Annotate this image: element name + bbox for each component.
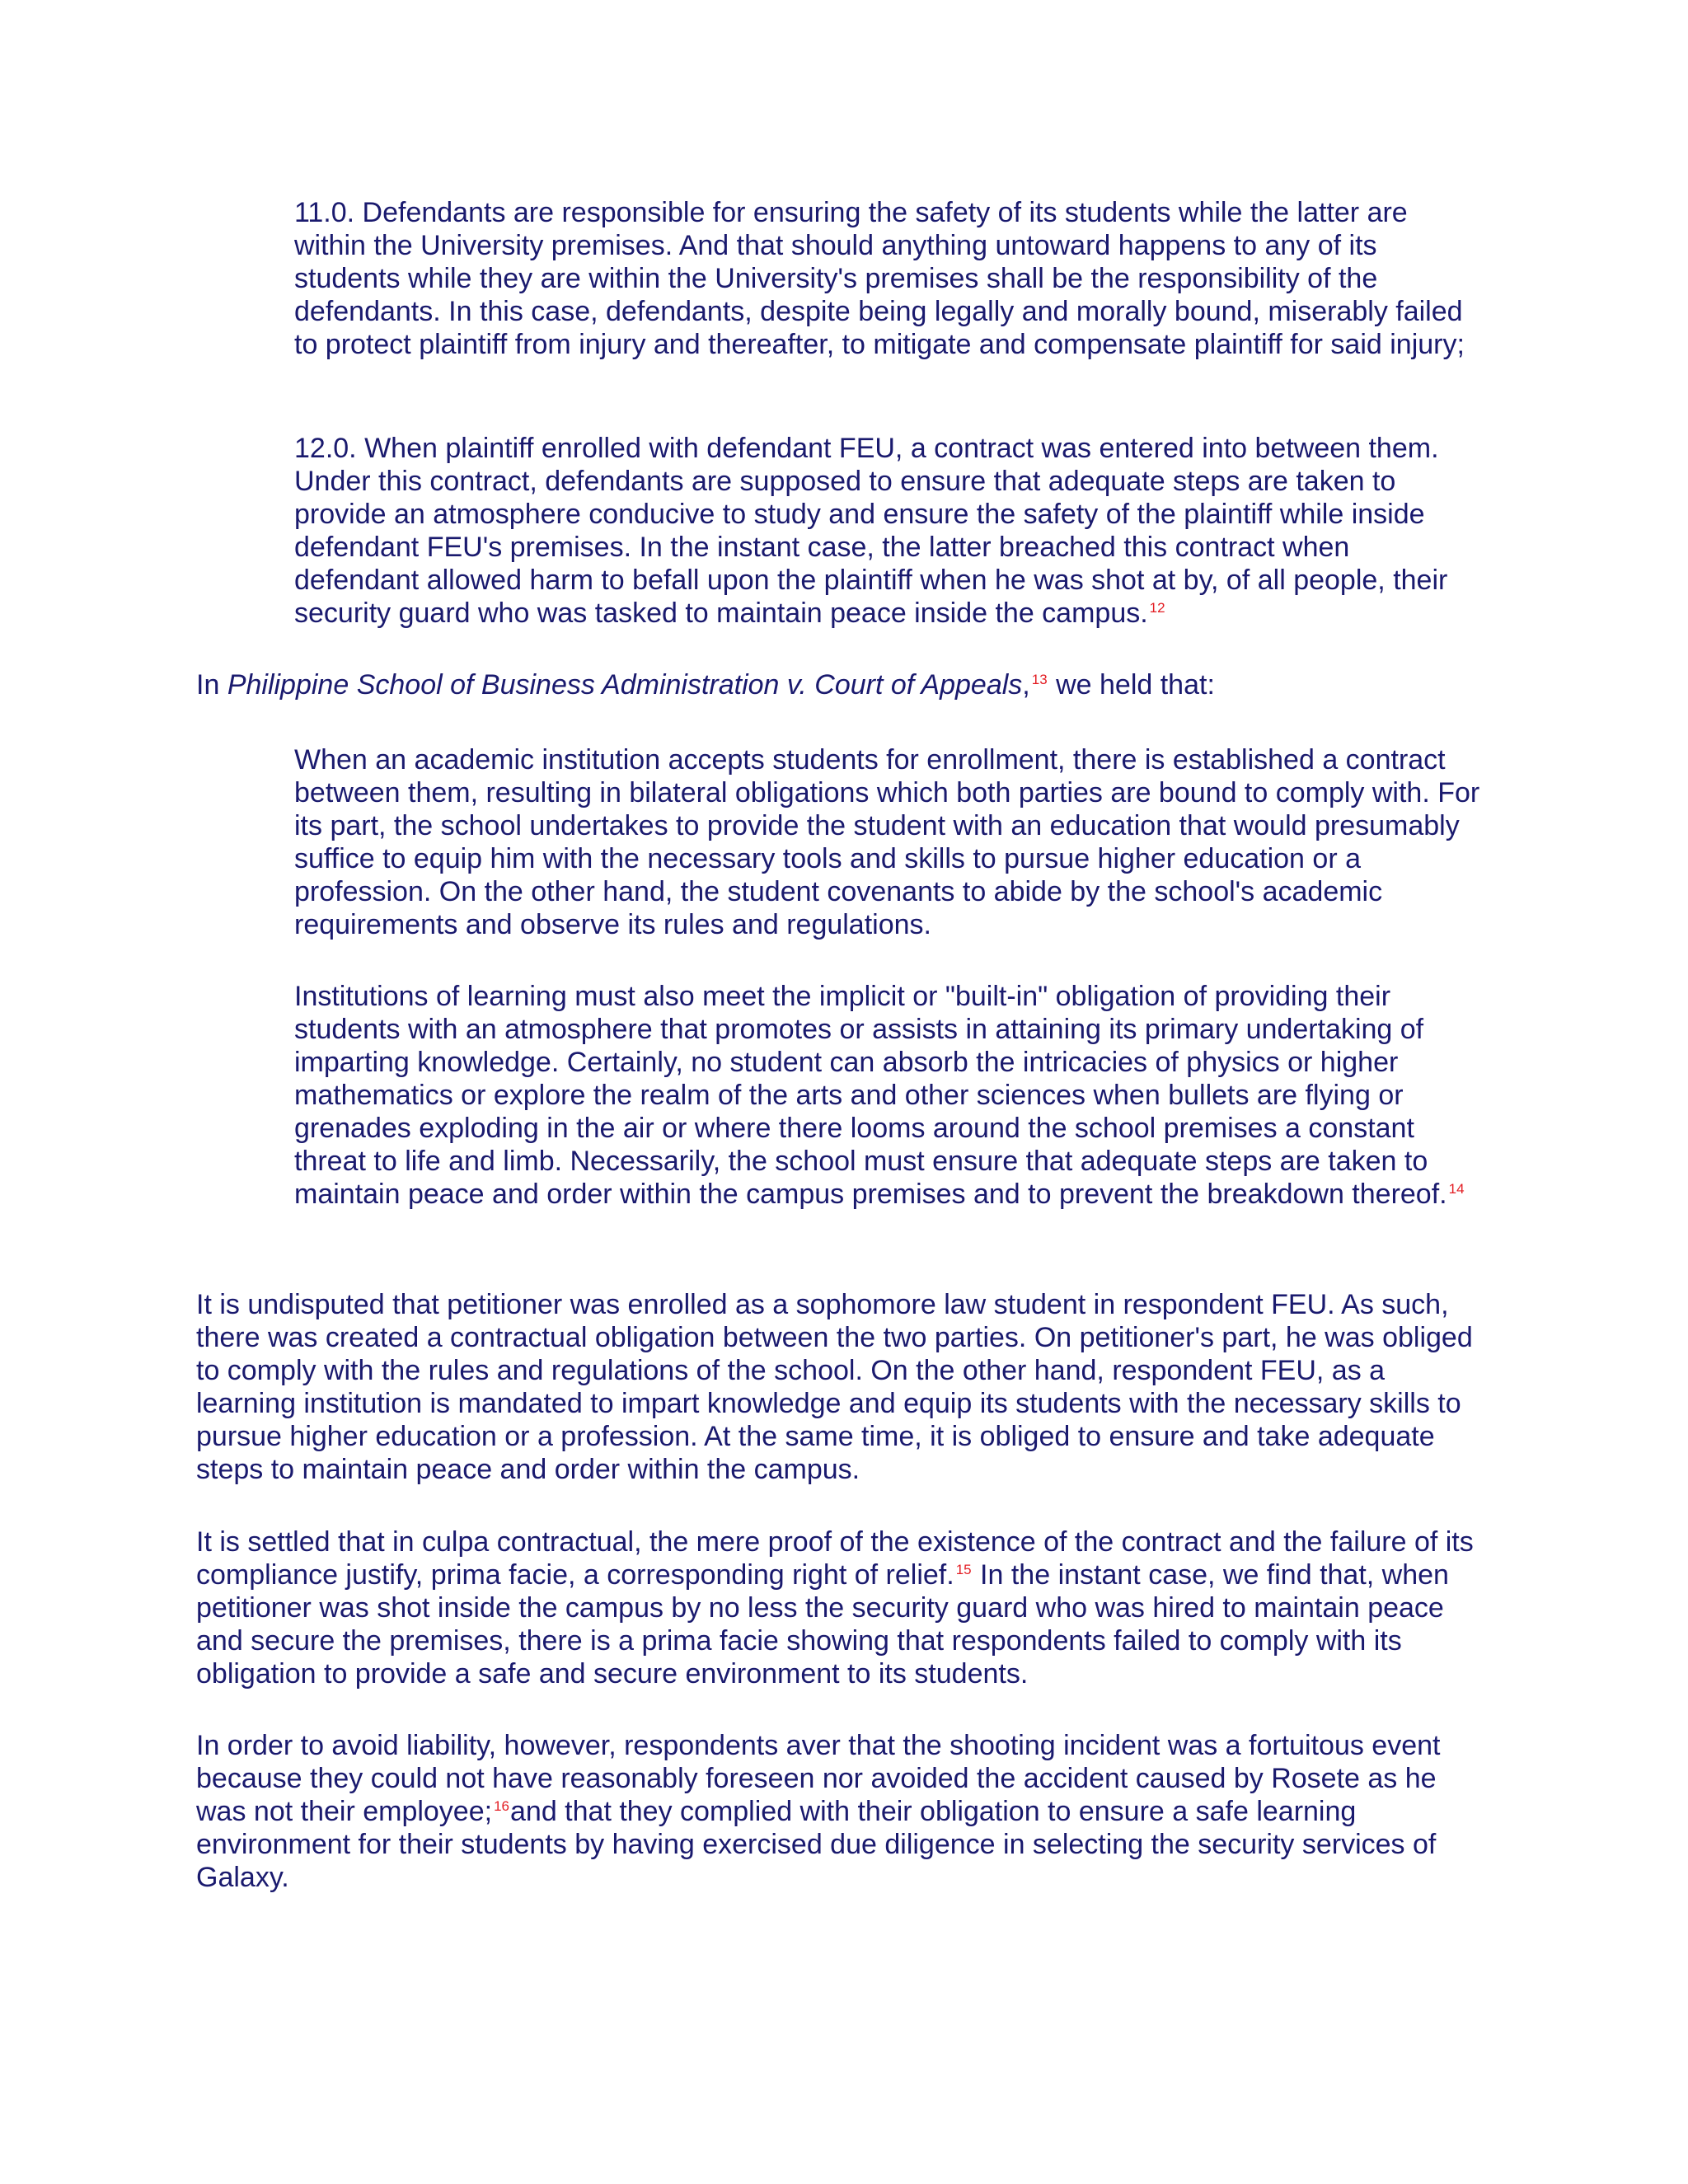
paragraph-settled-before: It is settled that in culpa contractual, the mere proof of the existence of the contract and the failure of its compliance justify, prima facie, a corresponding right of relief. (196, 1526, 1474, 1591)
intro-suffix: we held that: (1048, 669, 1215, 701)
paragraph-settled-after: In the instant case, we find that, when petitioner was shot inside the campus by no less the security guard who was hired to maintain peace and secure the premises, there is a prima facie showing that respondents failed to comply with its obligation to provide a safe and secure environment to its students. (196, 1559, 1449, 1690)
quoted-paragraph-psba-1 (294, 743, 1481, 941)
quoted-paragraph-11-text: 11.0. Defendants are responsible for ensuring the safety of its students while the latter are within the University premises. And that should anything untoward happens to any of its students while they are within the University's premises shall be the responsibility of the defendants. In this case, defendants, despite being legally and morally bound, miserably failed to protect plaintiff from injury and thereafter, to mitigate and compensate plaintiff for said injury; (294, 197, 1465, 360)
footnote-marker-16[interactable]: 16 (494, 1797, 509, 1814)
quoted-paragraph-12-text: 12.0. When plaintiff enrolled with defendant FEU, a contract was entered into between them. Under this contract, defendants are supposed to ensure that adequate steps are taken to provide an atmosphere conducive to study and ensure the safety of the plaintiff while inside defendant FEU's premises. In the instant case, the latter breached this contract when defendant allowed harm to befall upon the plaintiff when he was shot at by, of all people, their security guard who was tasked to maintain peace inside the campus. (294, 433, 1448, 629)
footnote-marker-14[interactable]: 14 (1448, 1180, 1465, 1197)
intro-prefix: In (196, 669, 227, 701)
paragraph-settled (196, 1526, 1482, 1690)
quoted-paragraph-psba-2-text: Institutions of learning must also meet the implicit or "built-in" obligation of providing their students with an atmosphere that promotes or assists in attaining its primary undertaking of imparting knowledge. Certainly, no student can absorb the intricacies of physics or higher mathematics or explore the realm of the arts and other sciences when bullets are flying or grenades exploding in the air or where there looms around the school premises a constant threat to life and limb. Necessarily, the school must ensure that adequate steps are taken to maintain peace and order within the campus premises and to prevent the breakdown thereof. (294, 981, 1447, 1210)
quoted-paragraph-psba-1-text: When an academic institution accepts students for enrollment, there is established a contract between them, resulting in bilateral obligations which both parties are bound to comply with. For its part, the school undertakes to provide the student with an education that would presumably suffice to equip him with the necessary tools and skills to pursue higher education or a profession. On the other hand, the student covenants to abide by the school's academic requirements and observe its rules and regulations. (294, 744, 1480, 940)
paragraph-avoid-before: In order to avoid liability, however, respondents aver that the shooting incident was a fortuitous event because they could not have reasonably foreseen nor avoided the accident caused by Rosete as he was not their employee; (196, 1730, 1441, 1827)
paragraph-undisputed-text: It is undisputed that petitioner was enrolled as a sophomore law student in respondent FEU. As such, there was created a contractual obligation between the two parties. On petitioner's part, he was obliged to comply with the rules and regulations of the school. On the other hand, respondent FEU, as a learning institution is mandated to impart knowledge and equip its students with the necessary skills to pursue higher education or a profession. At the same time, it is obliged to ensure and take adequate steps to maintain peace and order within the campus. (196, 1289, 1473, 1485)
case-citation-intro (196, 668, 1482, 701)
paragraph-undisputed (196, 1288, 1482, 1486)
quoted-paragraph-12 (294, 432, 1481, 630)
footnote-marker-15[interactable]: 15 (955, 1561, 972, 1577)
paragraph-avoid-liability (196, 1729, 1482, 1894)
case-name: Philippine School of Business Administration v. Court of Appeals (227, 669, 1023, 701)
footnote-marker-12[interactable]: 12 (1149, 599, 1165, 616)
quoted-paragraph-psba-2 (294, 980, 1481, 1211)
intro-comma: , (1022, 669, 1030, 701)
paragraph-avoid-after: and that they complied with their obligation to ensure a safe learning environment for their students by having exercised due diligence in selecting the security services of Galaxy. (196, 1796, 1437, 1893)
footnote-marker-13[interactable]: 13 (1031, 671, 1048, 687)
quoted-paragraph-11 (294, 196, 1481, 361)
